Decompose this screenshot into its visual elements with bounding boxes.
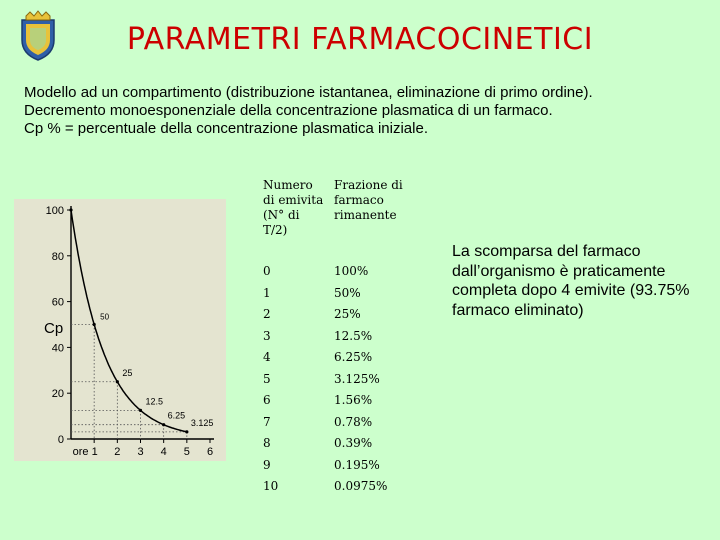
header-line: Numero: [263, 178, 313, 192]
fraction-cell: 0.78%: [334, 414, 373, 429]
half-lives-cell: 8: [263, 436, 271, 450]
intro-text: [24, 84, 593, 138]
header-half-lives: [263, 178, 323, 238]
y-tick-label: 80: [51, 250, 64, 263]
data-point: [69, 208, 72, 211]
data-label: 3.125: [190, 417, 214, 428]
x-tick-label: 6: [206, 446, 214, 458]
data-label: 50: [100, 312, 110, 322]
y-tick-label: 40: [51, 342, 64, 355]
x-tick-label: 5: [183, 446, 190, 458]
y-tick-label: 100: [45, 205, 64, 217]
header-line: di emivita: [263, 193, 324, 207]
half-lives-cell: 5: [263, 371, 271, 386]
half-lives-cell: 0: [263, 264, 271, 278]
fraction-cell: 3.125%: [334, 371, 380, 386]
header-line: T/2): [263, 223, 288, 237]
elimination-note: La scomparsa del farmaco dall’organismo è praticamente completa dopo 4 emivite (93.75% farmaco eliminato): [452, 243, 690, 319]
intro-line: Modello ad un compartimento (distribuzione istantanea, eliminazione di primo ordine).: [24, 84, 593, 101]
data-label: 25: [122, 367, 133, 378]
half-lives-cell: 9: [263, 457, 271, 472]
x-tick-label: ore 1: [72, 446, 98, 458]
data-point: [162, 423, 165, 426]
x-tick-label: 3: [137, 446, 144, 458]
half-lives-cell: 1: [263, 285, 271, 300]
intro-line: Decremento monoesponenziale della concentrazione plasmatica di un farmaco.: [24, 102, 553, 119]
data-point: [93, 323, 96, 326]
half-lives-cell: 4: [263, 350, 271, 364]
fraction-cell: 6.25%: [334, 350, 373, 364]
data-point: [116, 380, 119, 383]
data-label: 6.25: [167, 410, 186, 421]
fraction-cell: 100%: [334, 264, 369, 278]
fraction-cell: 0.0975%: [334, 479, 388, 493]
half-lives-cell: 2: [263, 307, 271, 321]
data-label: 12.5: [145, 396, 164, 407]
y-tick-label: 0: [57, 434, 64, 446]
data-point: [139, 409, 142, 412]
fraction-cell: 50%: [334, 285, 361, 300]
fraction-cell: 12.5%: [334, 328, 373, 343]
header-line: farmaco: [334, 193, 384, 207]
y-tick-label: 60: [51, 296, 64, 309]
header-line: Frazione di: [334, 178, 403, 192]
fraction-cell: 1.56%: [334, 393, 373, 407]
fraction-cell: 25%: [334, 307, 361, 321]
y-axis-label: Cp: [44, 320, 64, 337]
data-point: [185, 430, 188, 433]
concentration-decay-chart: [14, 199, 226, 461]
page-title: PARAMETRI FARMACOCINETICI: [126, 22, 594, 57]
x-tick-label: 2: [114, 446, 121, 458]
header-fraction-remaining: [334, 178, 403, 223]
y-tick-label: 20: [51, 388, 64, 401]
header-line: (N° di: [263, 208, 300, 222]
half-lives-cell: 10: [263, 479, 279, 493]
intro-line: Cp % = percentuale della concentrazione plasmatica iniziale.: [24, 120, 428, 137]
x-tick-label: 4: [160, 446, 167, 458]
half-lives-cell: 7: [263, 414, 271, 429]
half-lives-cell: 6: [263, 393, 271, 407]
header-line: rimanente: [334, 208, 397, 222]
fraction-cell: 0.39%: [334, 436, 373, 450]
half-lives-cell: 3: [263, 328, 271, 343]
fraction-cell: 0.195%: [334, 457, 380, 472]
